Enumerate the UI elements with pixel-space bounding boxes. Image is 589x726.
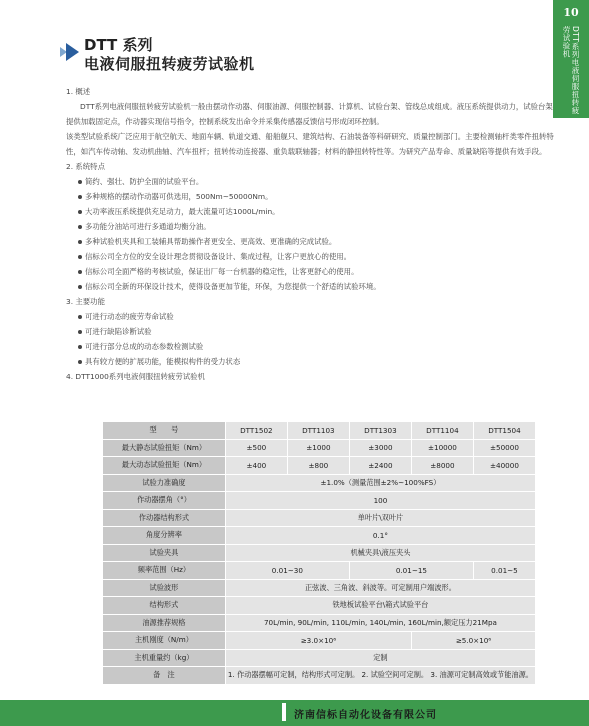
table-cell: ±2400 [349,457,411,475]
table-row [103,597,536,615]
bullet-icon [78,270,82,274]
table-row-header [103,422,536,440]
table-row [103,527,536,545]
row-label: 最大静态试验扭矩（Nm） [103,439,226,457]
row-label: 油源推荐规格 [103,614,226,632]
feature-item: 多种试验机夹具和工装辅具帮助操作者更安全、更高效、更准确的完成试验。 [66,234,554,249]
feature-item: 多种规格的摆动作动器可供选用，500Nm~50000Nm。 [66,189,554,204]
table-cell: 机械夹具\液压夹头 [225,544,535,562]
table-row [103,614,536,632]
row-label: 作动器结构形式 [103,509,226,527]
table-row [103,509,536,527]
bullet-icon [78,225,82,229]
table-cell: ±400 [225,457,287,475]
table-row [103,492,536,510]
table-row [103,649,536,667]
bullet-icon [78,330,82,334]
row-label: 备 注 [103,667,226,685]
table-cell: 0.01~15 [349,562,473,580]
table-cell: 0.1° [225,527,535,545]
page-title-series: DTT 系列 [84,36,153,54]
bullet-icon [78,360,82,364]
table-row [103,562,536,580]
table-cell: 定制 [225,649,535,667]
overview-paragraph-2: 该类型试验系统广泛应用于航空航天、地面车辆、轨道交通、船舶舰只、建筑结构、石油装备等科研研究、质量控制部门。主要检测轴杆类零件扭转特性，如汽车传动轴、发动机曲轴、汽车扭杆；扭转传动连接器、重负载联轴器；材料的静扭转特性等。为研究产品寿命、质量缺陷等提供有效手段。 [66,132,554,156]
table-cell: 0.01~30 [225,562,349,580]
row-label: 试验波形 [103,579,226,597]
table-cell: 1. 作动器摆幅可定制，结构形式可定制。 2. 试验空间可定制。 3. 油源可定制高效或节能油源。 [225,667,535,685]
row-label: 作动器摆角（°） [103,492,226,510]
function-item: 可进行动态的疲劳寿命试验 [66,309,554,324]
table-row [103,474,536,492]
bullet-icon [78,345,82,349]
table-cell: ≥5.0×10⁶ [411,632,535,650]
function-item: 可进行部分总成的动态参数检测试验 [66,339,554,354]
model-cell: DTT1502 [225,422,287,440]
bullet-icon [78,255,82,259]
table-cell: 铁地板试验平台\箱式试验平台 [225,597,535,615]
section-heading-functions: 3. 主要功能 [66,297,105,306]
table-cell: 正弦波、三角波、斜波等。可定制用户端波形。 [225,579,535,597]
page-number: 10 [563,6,579,19]
table-cell: 100 [225,492,535,510]
model-cell: DTT1104 [411,422,473,440]
bullet-icon [78,240,82,244]
table-row [103,457,536,475]
row-label: 结构形式 [103,597,226,615]
header-label: 型 号 [103,422,226,440]
table-cell: 0.01~5 [473,562,535,580]
table-cell: ±1.0%（测量范围±2%~100%FS） [225,474,535,492]
row-label: 试验力准确度 [103,474,226,492]
table-cell: ±1000 [287,439,349,457]
function-item: 可进行缺陷诊断试验 [66,324,554,339]
table-cell: ±3000 [349,439,411,457]
model-cell: DTT1103 [287,422,349,440]
row-label: 最大动态试验扭矩（Nm） [103,457,226,475]
table-cell: ±10000 [411,439,473,457]
table-cell: ±800 [287,457,349,475]
feature-item: 信标公司全方位的安全设计理念贯彻设备设计、集成过程，让客户更放心的使用。 [66,249,554,264]
bullet-icon [78,285,82,289]
table-row [103,667,536,685]
side-tab-text: DTT系列电液伺服扭转疲劳试验机 [562,26,580,115]
row-label: 频率范围（Hz） [103,562,226,580]
feature-item: 多功能分油站可进行多通道均衡分油。 [66,219,554,234]
model-cell: DTT1303 [349,422,411,440]
row-label: 试验夹具 [103,544,226,562]
bullet-icon [78,195,82,199]
overview-paragraph-1: DTT系列电液伺服扭转疲劳试验机一般由摆动作动器、伺服油源、伺服控制器、计算机、试验台架、管线总成组成。液压系统提供动力，试验台架提供加载固定点，作动器实现信号指令，控制系统发出命令并采集传感器反馈信号形成闭环控制。 [66,102,553,126]
section-heading-specs: 4. DTT1000系列电液伺服扭转疲劳试验机 [66,372,205,381]
bullet-icon [78,180,82,184]
spec-table [102,421,536,685]
feature-item: 简约、强壮、防护全面的试验平台。 [66,174,554,189]
footer-divider [282,703,286,721]
table-cell: 单叶片\双叶片 [225,509,535,527]
table-row [103,544,536,562]
row-label: 主机重量约（kg） [103,649,226,667]
bullet-icon [78,315,82,319]
feature-item: 信标公司全面严格的考核试验，保证出厂每一台机器的稳定性，让客更舒心的使用。 [66,264,554,279]
footer-company-name: 济南信标自动化设备有限公司 [294,710,437,721]
model-cell: DTT1504 [473,422,535,440]
table-cell: ±8000 [411,457,473,475]
page-title: 电液伺服扭转疲劳试验机 [84,55,255,73]
table-cell: ±50000 [473,439,535,457]
table-cell: 70L/min, 90L/min, 110L/min, 140L/min, 160L/min,额定压力21Mpa [225,614,535,632]
title-arrow-icon [66,43,79,61]
table-row [103,439,536,457]
table-row [103,632,536,650]
table-cell: ±500 [225,439,287,457]
feature-item: 信标公司全新的环保设计技术，使得设备更加节能，环保，为您提供一个舒适的试验环境。 [66,279,554,294]
side-tab [553,0,589,118]
row-label: 角度分辨率 [103,527,226,545]
table-cell: ±40000 [473,457,535,475]
bullet-icon [78,210,82,214]
row-label: 主机刚度（N/m） [103,632,226,650]
function-item: 具有较方便的扩展功能，能模拟构件的受力状态 [66,354,554,369]
section-heading-overview: 1. 概述 [66,87,91,96]
feature-item: 大功率液压系统提供充足动力，最大流量可达1000L/min。 [66,204,554,219]
body-content [66,84,554,384]
table-cell: ≥3.0×10⁶ [225,632,411,650]
section-heading-features: 2. 系统特点 [66,162,105,171]
table-row [103,579,536,597]
